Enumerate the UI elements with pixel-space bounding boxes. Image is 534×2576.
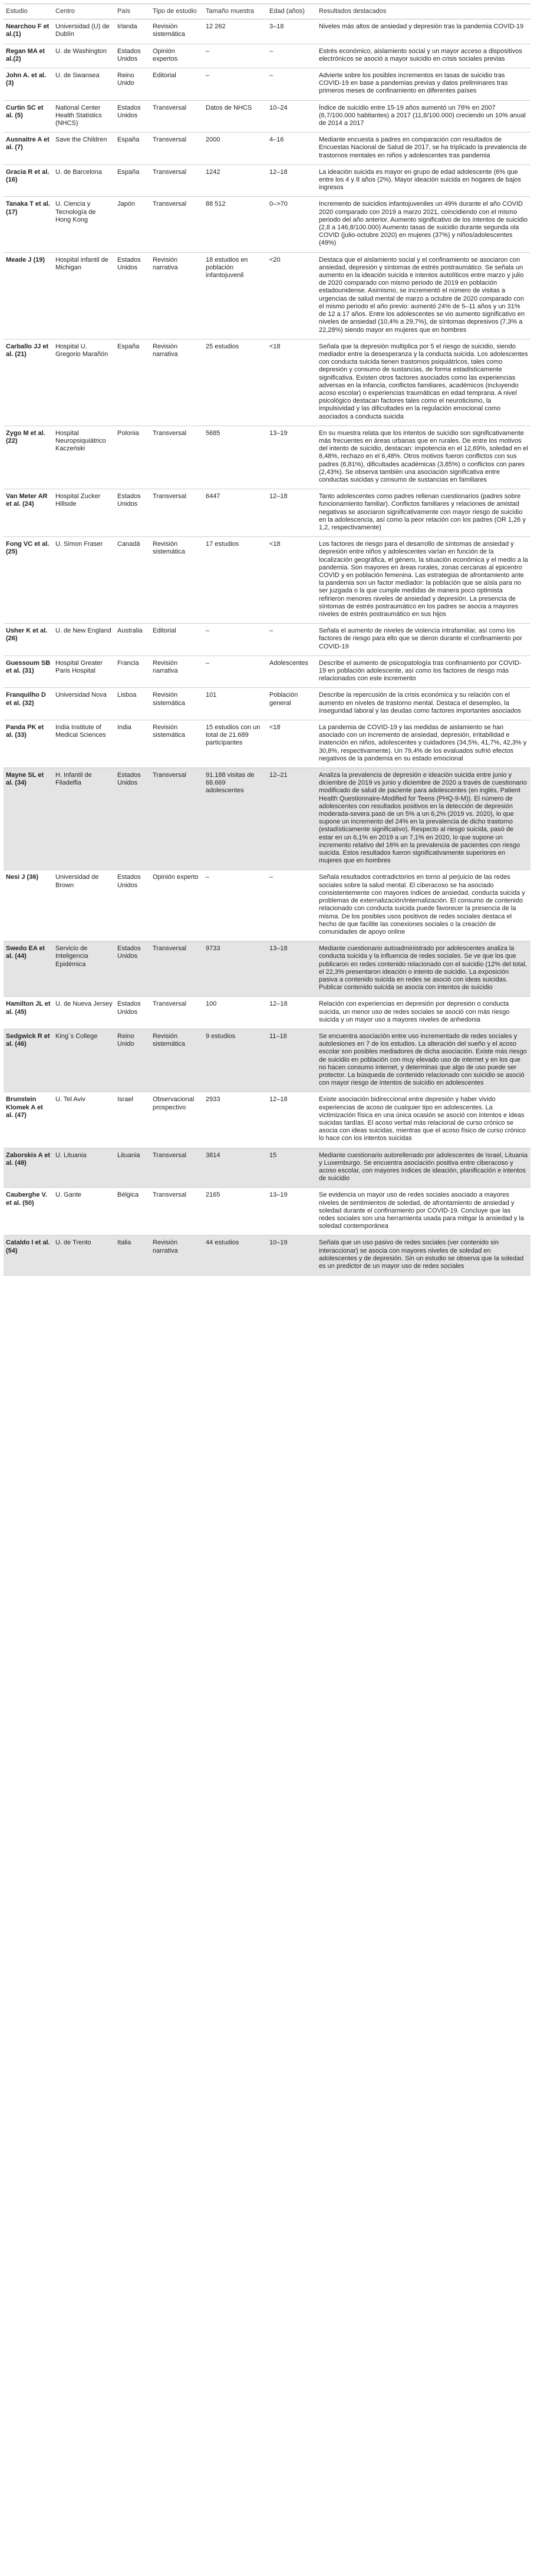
cell-tamano: 2933 — [203, 1092, 267, 1148]
cell-tamano: 9733 — [203, 941, 267, 997]
cell-tamano: Datos de NHCS — [203, 100, 267, 133]
cell-edad: 10–19 — [267, 1236, 317, 1276]
cell-estudio: Curtin SC et al. (5) — [4, 100, 53, 133]
cell-centro: Universidad de Brown — [53, 870, 115, 941]
cell-pais: Estados Unidos — [115, 44, 150, 68]
cell-centro: India Institute of Medical Sciences — [53, 720, 115, 768]
cell-tamano: 5685 — [203, 426, 267, 489]
cell-edad: Población general — [267, 688, 317, 720]
table-row — [4, 68, 530, 101]
cell-tamano: 101 — [203, 688, 267, 720]
cell-tipo: Revisión narrativa — [150, 252, 203, 339]
header-estudio: Estudio — [4, 4, 53, 19]
cell-resultados: Advierte sobre los posibles incrementos en tasas de suicidio tras COVID-19 en base a pandemias previas y datos preliminares tras primeros meses de confinamiento en diferentes países — [317, 68, 530, 101]
cell-edad: 12–18 — [267, 164, 317, 197]
cell-tipo: Transversal — [150, 1148, 203, 1188]
table-row — [4, 655, 530, 688]
cell-tipo: Transversal — [150, 941, 203, 997]
cell-tamano: 100 — [203, 997, 267, 1029]
header-edad: Edad (años) — [267, 4, 317, 19]
cell-centro: Universidad Nova — [53, 688, 115, 720]
cell-tamano: 2000 — [203, 133, 267, 165]
cell-tipo: Revisión sistemática — [150, 537, 203, 624]
cell-edad: Adolescentes — [267, 655, 317, 688]
cell-resultados: Analiza la prevalencia de depresión e ideación suicida entre junio y diciembre de 2019 vs junio y diciembre de 2020 a través de cuestionario modificado de salud de paciente para adolescentes (en inglés, Patient Health Questionnaire-Modified for Teens (PHQ-9-M)). El número de adolescentes con resultados positivos en la detección de depresión moderada-severa pasó de un 5% a un 6,2% (2019 vs. 2020), lo que supone un incremento del 24% en la prevalencia de dicho trastorno (estadísticamente significativo). Respecto al riesgo suicida, pasó de estar en un 6,1% en 2019 a un 7,1% en 2020, lo que supone un incremento relativo del 16% en la prevalencia de pacientes con riesgo suicida. Estos resultados fueron significativamente superiores en mujeres que en hombres — [317, 768, 530, 870]
cell-pais: Canadá — [115, 537, 150, 624]
cell-pais: Polonia — [115, 426, 150, 489]
cell-estudio: Cauberghe V. et al. (50) — [4, 1188, 53, 1236]
cell-centro: U. Tel Aviv — [53, 1092, 115, 1148]
cell-resultados: Describe el aumento de psicopatología tras confinamiento por COVID-19 en población adolescente, así como los factores de riesgo más relacionados con este incremento — [317, 655, 530, 688]
cell-pais: Francia — [115, 655, 150, 688]
cell-edad: 13–19 — [267, 426, 317, 489]
table-header-row — [4, 4, 530, 19]
page — [0, 0, 534, 1276]
cell-tamano: – — [203, 870, 267, 941]
cell-edad: <18 — [267, 720, 317, 768]
header-tamano: Tamaño muestra — [203, 4, 267, 19]
cell-tipo: Transversal — [150, 489, 203, 537]
cell-resultados: Se evidencia un mayor uso de redes sociales asociado a mayores niveles de sentimientos de soledad, de afrontamiento de ansiedad y soledad durante el confinamiento por COVID-19. Concluye que las redes sociales son una herramienta usada para mitigar la ansiedad y la soledad contemporánea — [317, 1188, 530, 1236]
cell-edad: 12–18 — [267, 1092, 317, 1148]
cell-centro: Universidad (U) de Dublín — [53, 19, 115, 44]
cell-estudio: Brunstein Klomek A et al. (47) — [4, 1092, 53, 1148]
cell-resultados: Niveles más altos de ansiedad y depresión tras la pandemia COVID-19 — [317, 19, 530, 44]
cell-tamano: 9 estudios — [203, 1029, 267, 1092]
cell-tamano: 17 estudios — [203, 537, 267, 624]
cell-pais: España — [115, 133, 150, 165]
cell-resultados: Describe la repercusión de la crisis económica y su relación con el aumento en niveles de trastorno mental. Destaca el desempleo, la inseguridad laboral y las deudas como factores importantes asociados — [317, 688, 530, 720]
cell-centro: Hospital U. Gregorio Marañón — [53, 339, 115, 426]
cell-edad: <20 — [267, 252, 317, 339]
cell-tamano: – — [203, 624, 267, 656]
cell-estudio: Usher K et al. (26) — [4, 624, 53, 656]
cell-resultados: Se encuentra asociación entre uso incrementado de redes sociales y autolesiones en 7 de los estudios. La alteración del sueño y el acoso escolar son posibles mediadores de dicha asociación. Existe más riesgo de suicidio en población con muy elevado uso de internet y en los que no hacen consumo internet, y determinas que algo de uso puede ser protector. La búsqueda de contenido relacionado con suicidio se asoció con mayor riesgo de intentos de suicidio en adolescentes — [317, 1029, 530, 1092]
cell-estudio: Gracia R et al. (16) — [4, 164, 53, 197]
cell-resultados: Mediante cuestionario autorellenado por adolescentes de Israel, Lituania y Luxemburgo. Se encuentra asociación positiva entre ciberacoso y acoso escolar, con mayores índices de ideación, planificación e intentos de suicidio — [317, 1148, 530, 1188]
cell-estudio: Guessoum SB et al. (31) — [4, 655, 53, 688]
cell-tipo: Revisión narrativa — [150, 655, 203, 688]
cell-edad: 4–16 — [267, 133, 317, 165]
cell-resultados: Estrés económico, aislamiento social y un mayor acceso a dispositivos electrónicos se asoció a mayor suicidio en crisis sociales previas — [317, 44, 530, 68]
cell-tipo: Transversal — [150, 768, 203, 870]
cell-tamano: 91.188 visitas de 68.669 adolescentes — [203, 768, 267, 870]
cell-estudio: Cataldo I et al. (54) — [4, 1236, 53, 1276]
cell-estudio: Nesi J (36) — [4, 870, 53, 941]
cell-centro: Save the Children — [53, 133, 115, 165]
cell-resultados: Señala que un uso pasivo de redes sociales (ver contenido sin interaccionar) se asocia con mayores niveles de soledad en adolescentes y de depresión. Sin un estudio se observa que la soledad es un predictor de un mayor uso de redes sociales — [317, 1236, 530, 1276]
cell-resultados: Los factores de riesgo para el desarrollo de síntomas de ansiedad y depresión entre niños y adolescentes varían en función de la localización geográfica, el género, la situación económica y el medio a la pandemia. Son mayores en áreas rurales, zonas cercanas al epicentro COVID y en población femenina. Las estrategias de afrontamiento ante la pandemia son un factor mediador: la población que se aísla para no ser juzgada o la que cumple medidas de manera poco optimista refirieron menores niveles de ansiedad y depresión. La presencia de síntomas de estrés postraumático en los padres se asocia a mayores niveles de estrés postraumático en sus hijos — [317, 537, 530, 624]
cell-estudio: Fong VC et al. (25) — [4, 537, 53, 624]
cell-tipo: Revisión sistemática — [150, 688, 203, 720]
cell-tamano: 2165 — [203, 1188, 267, 1236]
cell-centro: Hospital infantil de Michigan — [53, 252, 115, 339]
table-row — [4, 489, 530, 537]
cell-edad: – — [267, 624, 317, 656]
cell-edad: – — [267, 44, 317, 68]
table-row — [4, 100, 530, 133]
table-row — [4, 44, 530, 68]
cell-edad: – — [267, 870, 317, 941]
cell-tipo: Transversal — [150, 133, 203, 165]
cell-tipo: Revisión sistemática — [150, 19, 203, 44]
cell-edad: <18 — [267, 339, 317, 426]
cell-resultados: Señala que la depresión multiplica por 5 el riesgo de suicidio, siendo mediador entre la desesperanza y la conducta suicida. Los adolescentes con conducta suicida tienen trastornos psiquiátricos, tales como depresión y consumo de sustancias, de forma estadísticamente significativa. Existen otros factores asociados como las experiencias adversas en la infancia, conflictos familiares, académicos (incluyendo acoso escolar) o experiencias traumáticas en edad temprana. A nivel psicológico destacan factores tales como el neuroticismo, la impulsividad y las dificultades en la regulación emocional como asociados a conducta suicida — [317, 339, 530, 426]
cell-resultados: Índice de suicidio entre 15-19 años aumentó un 76% en 2007 (6,7/100.000 habitantes) a 2017 (11,8/100.000) creciendo un 10% anual de 2014 a 2017 — [317, 100, 530, 133]
cell-edad: – — [267, 68, 317, 101]
cell-edad: 13–18 — [267, 941, 317, 997]
cell-tamano: 18 estudios en población infantojuvenil — [203, 252, 267, 339]
table-row — [4, 1148, 530, 1188]
cell-estudio: Tanaka T et al. (17) — [4, 197, 53, 252]
cell-edad: 0–>70 — [267, 197, 317, 252]
cell-pais: Italia — [115, 1236, 150, 1276]
table-row — [4, 1029, 530, 1092]
table-row — [4, 339, 530, 426]
cell-edad: 15 — [267, 1148, 317, 1188]
table-row — [4, 870, 530, 941]
table-row — [4, 1092, 530, 1148]
cell-pais: Lisboa — [115, 688, 150, 720]
table-row — [4, 133, 530, 165]
cell-pais: Reino Unido — [115, 1029, 150, 1092]
cell-tipo: Revisión sistemática — [150, 1029, 203, 1092]
cell-centro: U. Simon Fraser — [53, 537, 115, 624]
cell-tipo: Transversal — [150, 1188, 203, 1236]
table-row — [4, 720, 530, 768]
cell-tipo: Transversal — [150, 100, 203, 133]
table-row — [4, 164, 530, 197]
table-row — [4, 997, 530, 1029]
cell-centro: U. de Barcelona — [53, 164, 115, 197]
cell-tipo: Revisión narrativa — [150, 1236, 203, 1276]
cell-resultados: Incremento de suicidios infantojuveniles un 49% durante el año COVID 2020 comparado con 2019 a marzo 2021, coincidiendo con el mismo periodo del año anterior. Aumento significativo de los intentos de suicidio (2,8 a 146,8/100.000) Aumento tasas de suicidio durante segunda ola COVID (julio-octubre 2020) en mujeres (37%) y niños/adolescentes (49%) — [317, 197, 530, 252]
table-row — [4, 19, 530, 44]
cell-resultados: Destaca que el aislamiento social y el confinamiento se asociaron con ansiedad, depresión y síntomas de estrés postraumático. Se señala un aumento en la ideación suicida e intentos autolíticos entre marzo y julio de 2020 comparado con mismo periodo de 2019 en población estadounidense. Asimismo, se incrementó el número de visitas a urgencias de salud mental de marzo a octubre de 2020 comparado con el mismo periodo el año previo: aumentó 24% de 5–11 años y un 31% de 12 a 17 años. Entre los adolescentes se vio aumento significativo en niveles de ansiedad (10,4% a 29,7%), de síntomas depresivos (7,3% a 22,28%) siendo mayor en mujeres que en hombres — [317, 252, 530, 339]
cell-estudio: Zygo M et al. (22) — [4, 426, 53, 489]
cell-pais: Estados Unidos — [115, 489, 150, 537]
cell-centro: Hospital Neuropsiquiátrico Kaczeński — [53, 426, 115, 489]
cell-estudio: Meade J (19) — [4, 252, 53, 339]
cell-resultados: Existe asociación bidireccional entre depresión y haber vivido experiencias de acoso de cualquier tipo en adolescentes. La victimización física en una única ocasión se asoció con intentos e ideas suicidas tardías. El acoso verbal más relacional de curso crónico se asocia con ideas suicidas, mientras que el acoso físico de curso crónico lo hace con los intentos suicidas — [317, 1092, 530, 1148]
cell-tipo: Opinión experto — [150, 870, 203, 941]
cell-estudio: Regan MA et al.(2) — [4, 44, 53, 68]
table-row — [4, 688, 530, 720]
cell-centro: King´s College — [53, 1029, 115, 1092]
cell-tipo: Editorial — [150, 68, 203, 101]
cell-estudio: Hamilton JL et al. (45) — [4, 997, 53, 1029]
table-row — [4, 537, 530, 624]
cell-resultados: Mediante cuestionario autoadministrado por adolescentes analiza la conducta suicida y la influencia de redes sociales. Se ve que los que publicaron en redes contenido relacionado con el suicidio (12% del total, el 22,3% presentaron ideación o intento de suicidio. La exposición pasiva a contenido suicida en redes se asoció con ideas suicidas. Publicar contenido suicida se asocia con intentos de suicidio — [317, 941, 530, 997]
cell-pais: Lituania — [115, 1148, 150, 1188]
cell-estudio: Franquilho D et al. (32) — [4, 688, 53, 720]
cell-pais: Israel — [115, 1092, 150, 1148]
cell-resultados: Señala el aumento de niveles de violencia intrafamiliar, así como los factores de riesgo para ello que se dieron durante el confinamiento por COVID-19 — [317, 624, 530, 656]
cell-pais: España — [115, 339, 150, 426]
cell-tamano: 12 262 — [203, 19, 267, 44]
cell-pais: Reino Unido — [115, 68, 150, 101]
cell-centro: U. Lituania — [53, 1148, 115, 1188]
table-row — [4, 624, 530, 656]
cell-edad: 11–18 — [267, 1029, 317, 1092]
cell-estudio: Panda PK et al. (33) — [4, 720, 53, 768]
table-row — [4, 1188, 530, 1236]
cell-tamano: 15 estudios con un total de 21.689 participantes — [203, 720, 267, 768]
cell-centro: U. de Swansea — [53, 68, 115, 101]
cell-centro: U. de Nueva Jersey — [53, 997, 115, 1029]
cell-pais: Australia — [115, 624, 150, 656]
cell-resultados: Tanto adolescentes como padres rellenan cuestionarios (padres sobre funcionamiento familiar). Conflictos familiares y relaciones de amistad negativas se asociaron significativamente con mayor riesgo de suicidio en la adolescencia, así como la peor relación con los padres (OR 1,26 y 1,2, respectivamente) — [317, 489, 530, 537]
cell-tamano: 1242 — [203, 164, 267, 197]
table-row — [4, 197, 530, 252]
cell-estudio: Sedgwick R et al. (46) — [4, 1029, 53, 1092]
cell-tamano: – — [203, 44, 267, 68]
cell-centro: Hospital Greater Paris Hospital — [53, 655, 115, 688]
table-row — [4, 941, 530, 997]
cell-resultados: Señala resultados contradictorios en torno al perjuicio de las redes sociales sobre la salud mental. El ciberacoso se ha asociado consistentemente con mayores índices de ansiedad, conducta suicida y problemas de externalización/internalización. El consumo de contenido relacionado con conducta suicida puede favorecer la presencia de la misma. De los posibles usos positivos de redes sociales destaca el hecho de que facilite las conexiones sociales o la creación de comunidades de apoyo online — [317, 870, 530, 941]
cell-tipo: Transversal — [150, 426, 203, 489]
cell-pais: Estados Unidos — [115, 252, 150, 339]
cell-estudio: Swedo EA et al. (44) — [4, 941, 53, 997]
cell-tipo: Transversal — [150, 164, 203, 197]
cell-pais: Japón — [115, 197, 150, 252]
cell-estudio: Carballo JJ et al. (21) — [4, 339, 53, 426]
cell-tipo: Transversal — [150, 197, 203, 252]
cell-tipo: Revisión sistemática — [150, 720, 203, 768]
cell-centro: U. de Trento — [53, 1236, 115, 1276]
cell-estudio: John A. et al. (3) — [4, 68, 53, 101]
cell-resultados: Mediante encuesta a padres en comparación con resultados de Encuestas Nacional de Salud de 2017, se ha triplicado la prevalencia de trastornos mentales en niños y adolescentes tras pandemia — [317, 133, 530, 165]
cell-edad: <18 — [267, 537, 317, 624]
cell-centro: U. Gante — [53, 1188, 115, 1236]
cell-edad: 13–19 — [267, 1188, 317, 1236]
cell-tipo: Observacional prospectivo — [150, 1092, 203, 1148]
header-pais: País — [115, 4, 150, 19]
cell-resultados: En su muestra relata que los intentos de suicidio son significativamente más frecuentes en áreas urbanas que en rurales. De entre los motivos del intento de suicidio, destacan: impotencia en el 12,69%, soledad en el 8,48%, rechazo en el 6,48%. Otros motivos fueron conflictos con sus padres (6,81%), dificultades académicas (3,85%) o conflictos con pares (2,43%). Se observa también una asociación significativa entre conductas suicidas y consumo de sustancias en familiares — [317, 426, 530, 489]
cell-tipo: Editorial — [150, 624, 203, 656]
cell-centro: National Center Health Statistics (NHCS) — [53, 100, 115, 133]
cell-tamano: – — [203, 68, 267, 101]
cell-pais: India — [115, 720, 150, 768]
cell-centro: U. de Washington — [53, 44, 115, 68]
cell-edad: 3–18 — [267, 19, 317, 44]
cell-centro: U. Ciencia y Tecnología de Hong Kong — [53, 197, 115, 252]
cell-edad: 10–24 — [267, 100, 317, 133]
cell-estudio: Van Meter AR et al. (24) — [4, 489, 53, 537]
cell-centro: U. de New England — [53, 624, 115, 656]
cell-centro: H. Infantil de Filadelfia — [53, 768, 115, 870]
cell-pais: Estados Unidos — [115, 941, 150, 997]
cell-edad: 12–18 — [267, 489, 317, 537]
cell-tipo: Opinión expertos — [150, 44, 203, 68]
cell-tamano: 25 estudios — [203, 339, 267, 426]
cell-centro: Servicio de Inteligencia Epidémica — [53, 941, 115, 997]
header-tipo: Tipo de estudio — [150, 4, 203, 19]
cell-pais: Irlanda — [115, 19, 150, 44]
cell-resultados: La ideación suicida es mayor en grupo de edad adolescente (6% que entre los 4 y 8 años (2%). Mayor ideación suicida en hogares de bajos ingresos — [317, 164, 530, 197]
cell-pais: Estados Unidos — [115, 870, 150, 941]
cell-edad: 12–21 — [267, 768, 317, 870]
cell-estudio: Mayne SL et al. (34) — [4, 768, 53, 870]
cell-pais: Estados Unidos — [115, 768, 150, 870]
cell-tamano: 88 512 — [203, 197, 267, 252]
cell-estudio: Zaborskis A et al. (48) — [4, 1148, 53, 1188]
cell-tamano: 3814 — [203, 1148, 267, 1188]
table-row — [4, 1236, 530, 1276]
cell-edad: 12–18 — [267, 997, 317, 1029]
cell-tipo: Revisión narrativa — [150, 339, 203, 426]
cell-tamano: 44 estudios — [203, 1236, 267, 1276]
cell-pais: Estados Unidos — [115, 997, 150, 1029]
studies-table — [4, 4, 530, 1276]
cell-resultados: Relación con experiencias en depresión por depresión o conducta suicida, un menor uso de redes sociales se asoció con más riesgo suicida y un mayor uso a mayores niveles de anhedonia — [317, 997, 530, 1029]
cell-centro: Hospital Zucker Hillside — [53, 489, 115, 537]
cell-pais: Estados Unidos — [115, 100, 150, 133]
header-resultados: Resultados destacados — [317, 4, 530, 19]
table-row — [4, 252, 530, 339]
cell-tamano: – — [203, 655, 267, 688]
cell-tamano: 6447 — [203, 489, 267, 537]
cell-resultados: La pandemia de COVID-19 y las medidas de aislamiento se han asociado con un incremento de ansiedad, depresión, irritabilidad e inatención en niños, adolescentes y cuidadores (34,5%, 41,7%, 42,3% y 30,8%, respectivamente). Un 79,4% de los evaluados sufrió efectos negativos de la pandemia en su estado emocional — [317, 720, 530, 768]
cell-tipo: Transversal — [150, 997, 203, 1029]
cell-estudio: Ausnaitre A et al. (7) — [4, 133, 53, 165]
cell-pais: Bélgica — [115, 1188, 150, 1236]
table-row — [4, 768, 530, 870]
header-centro: Centro — [53, 4, 115, 19]
table-body — [4, 19, 530, 1276]
cell-estudio: Nearchou F et al.(1) — [4, 19, 53, 44]
cell-pais: España — [115, 164, 150, 197]
table-row — [4, 426, 530, 489]
